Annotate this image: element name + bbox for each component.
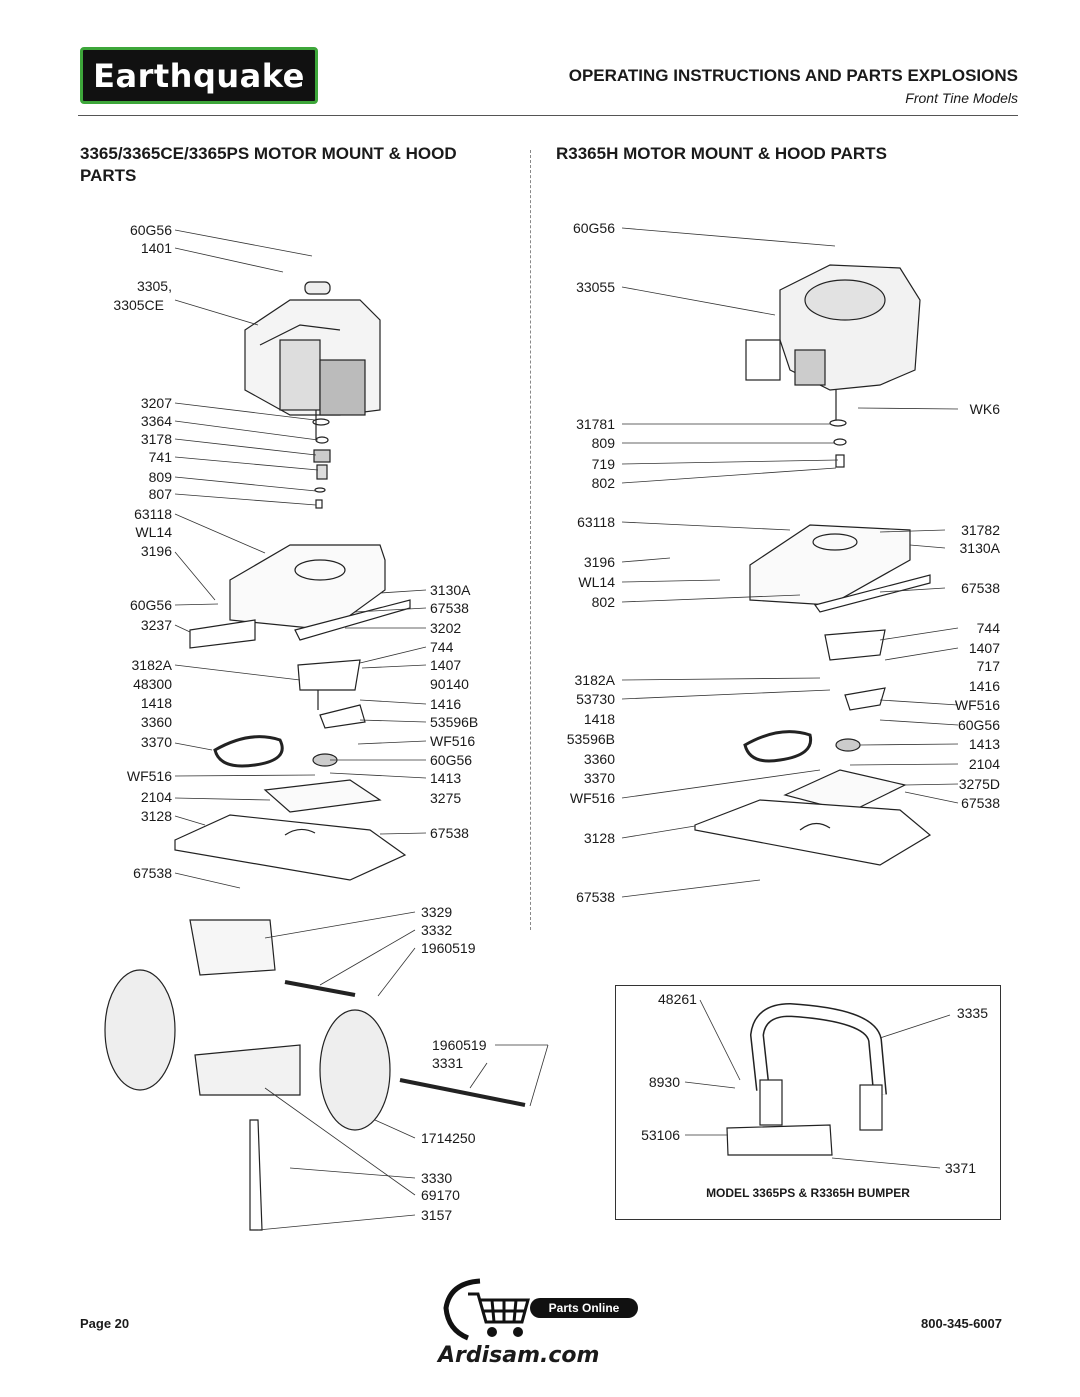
left-label: 48300 [133,676,172,692]
page-number: Page 20 [80,1316,130,1331]
right-label: WK6 [969,401,1000,417]
right-label: 3360 [583,751,615,767]
left-motor-plate [190,545,410,648]
left-label: 3275 [430,790,462,806]
right-label: 3370 [583,770,615,786]
left-label: 3128 [140,808,172,824]
parts-online-badge: Parts Online [530,1298,638,1318]
bumper-caption: MODEL 3365PS & R3365H BUMPER [706,1186,910,1200]
left-label: 3370 [140,734,172,750]
right-label: 67538 [961,795,1000,811]
right-section-title: R3365H MOTOR MOUNT & HOOD PARTS [556,144,887,163]
logo-text: Earthquake [93,56,305,95]
phone-number: 800-345-6007 [921,1316,1002,1331]
left-label: 60G56 [129,222,172,238]
left-label: 3196 [140,543,172,559]
right-label: 744 [976,620,1000,636]
right-label: 60G56 [572,220,615,236]
ardisam-site-logo: Ardisam.com [438,1343,600,1368]
right-label: 53596B [566,731,615,747]
right-label: WF516 [954,697,1000,713]
left-label: 1960519 [432,1037,487,1053]
left-section-title-line1: 3365/3365CE/3365PS MOTOR MOUNT & HOOD [80,144,457,163]
left-label: 3130A [430,582,471,598]
bumper-inset-box [615,985,1001,1220]
document-title: OPERATING INSTRUCTIONS AND PARTS EXPLOSIONS [568,66,1018,85]
document-subtitle: Front Tine Models [905,90,1018,106]
bumper-label: 3371 [944,1160,976,1176]
right-label: 63118 [577,514,615,530]
left-label: 3178 [140,431,172,447]
right-label: 1416 [968,678,1000,694]
left-label: 90140 [430,676,469,692]
right-label: 3182A [574,672,615,688]
shopping-cart-icon [440,1278,540,1342]
left-label: 67538 [430,825,469,841]
left-label: 69170 [421,1187,460,1203]
right-label: 1413 [968,736,1000,752]
left-label: 3364 [140,413,172,429]
right-label: 3128 [583,830,615,846]
left-label: 3329 [421,904,453,920]
left-label: 809 [148,469,172,485]
right-label: 60G56 [957,717,1000,733]
left-label: 3202 [430,620,462,636]
right-label: 31781 [576,416,615,432]
right-label: 31782 [961,522,1000,538]
left-label: 67538 [430,600,469,616]
right-label: 3196 [583,554,615,570]
left-label: 60G56 [430,752,473,768]
left-label: 1407 [430,657,462,673]
left-hood [175,780,405,880]
bumper-label: 53106 [641,1127,680,1143]
left-label: 3305, [136,278,172,294]
right-label: 67538 [961,580,1000,596]
right-engine-drawing [746,265,920,420]
right-label: 67538 [576,889,615,905]
right-label: WF516 [569,790,615,806]
bumper-label: 8930 [648,1074,680,1090]
right-label: WL14 [578,574,615,590]
right-label: 3275D [958,776,1000,792]
right-label: 1407 [968,640,1000,656]
left-section-title-line2: PARTS [80,166,137,185]
left-label: WL14 [135,524,172,540]
right-label: 802 [591,594,615,610]
right-label: 809 [591,435,615,451]
left-label: 807 [148,486,172,502]
left-label: 3237 [140,617,172,633]
left-label: 60G56 [129,597,172,613]
left-label: 3332 [421,922,453,938]
left-label: 1416 [430,696,462,712]
right-label: 33055 [576,279,615,295]
right-label: 1418 [583,711,615,727]
left-label: WF516 [126,768,172,784]
right-label: 3130A [959,540,1000,556]
left-label: 1401 [140,240,172,256]
left-label: 63118 [134,506,172,522]
left-label: 744 [430,639,454,655]
left-label: 1413 [430,770,462,786]
left-label: 3360 [140,714,172,730]
left-label: 3330 [421,1170,453,1186]
left-label: 741 [148,449,172,465]
right-hood [695,770,930,865]
left-label: 3305CE [113,297,164,313]
left-label: 1714250 [421,1130,476,1146]
left-label: 3157 [421,1207,453,1223]
bumper-label: 48261 [658,991,697,1007]
right-label: 2104 [968,756,1000,772]
left-engine-drawing [245,282,380,440]
left-label: WF516 [430,733,476,749]
right-linkage [745,630,885,761]
right-label: 719 [591,456,615,472]
left-label: 1418 [140,695,172,711]
right-label: 53730 [576,691,615,707]
right-label: 802 [591,475,615,491]
left-label: 3331 [432,1055,464,1071]
left-label: 3207 [140,395,172,411]
left-label: 3182A [131,657,172,673]
left-label: 53596B [430,714,479,730]
left-wheel-assembly [105,920,525,1230]
right-motor-plate [750,525,930,612]
left-linkage [215,660,365,766]
right-label: 717 [976,658,1000,674]
left-label: 1960519 [421,940,476,956]
left-label: 67538 [133,865,172,881]
bumper-label: 3335 [956,1005,988,1021]
left-label: 2104 [140,789,172,805]
